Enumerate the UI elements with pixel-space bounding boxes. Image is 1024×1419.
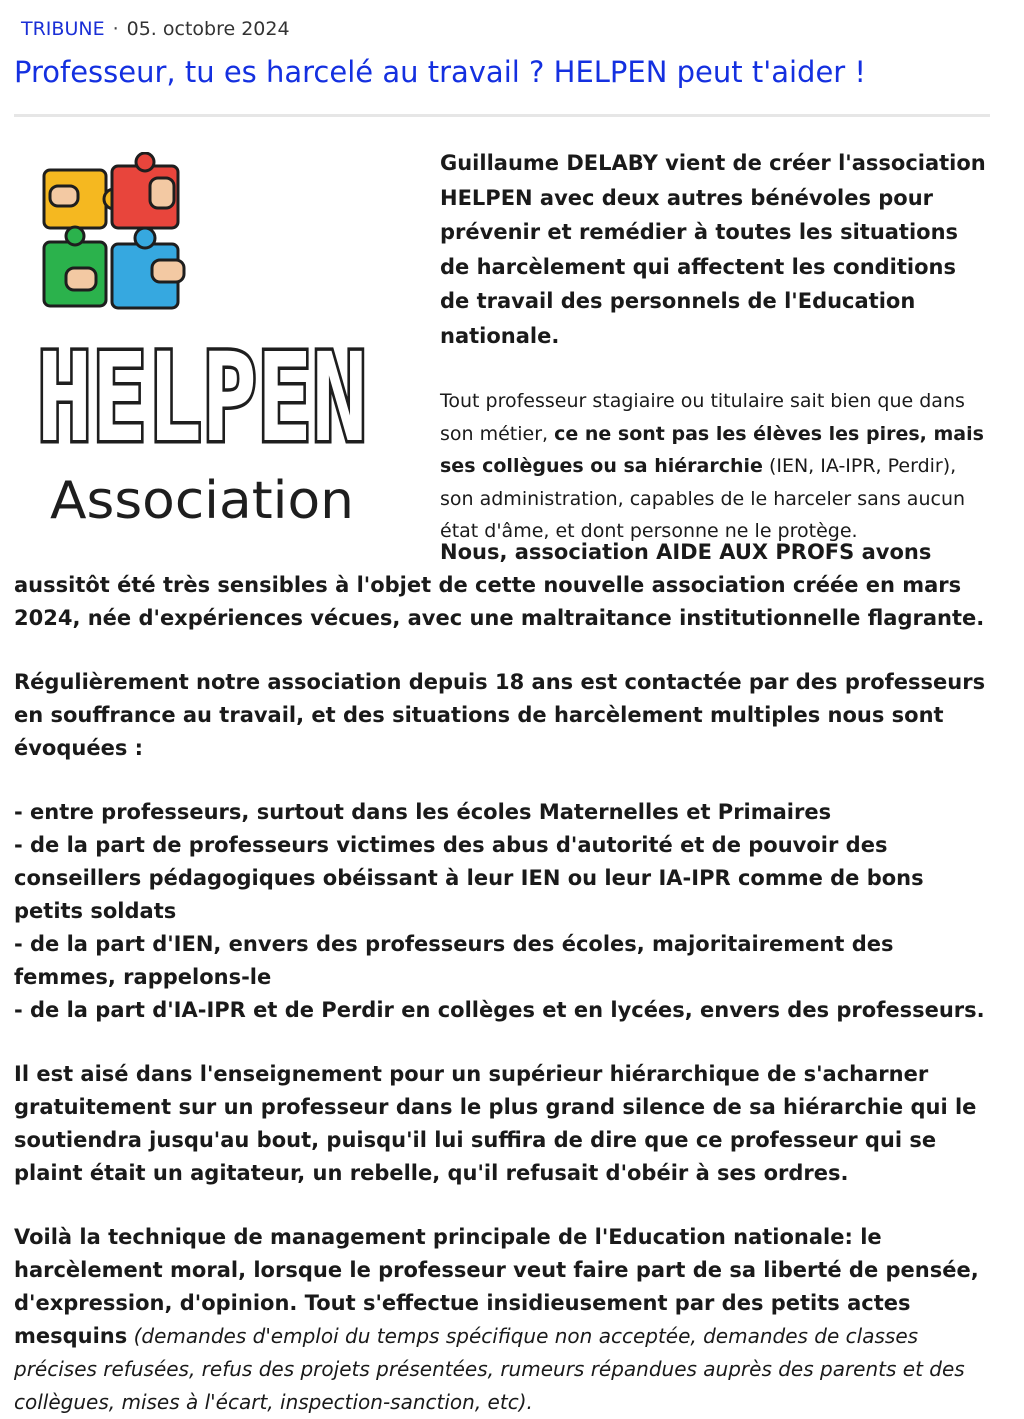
list-item: - de la part d'IA-IPR et de Perdir en collèges et en lycées, envers des professeurs. bbox=[14, 998, 985, 1022]
logo-subtitle: Association bbox=[50, 471, 354, 531]
intro-text-part2: (IEN, IA-IPR, Perdir), son administration, capables de le harceler sans aucun état d'âme, et dont personne ne le protège. bbox=[440, 455, 966, 542]
publish-date: 05. octobre 2024 bbox=[126, 18, 290, 40]
intro-column bbox=[440, 146, 992, 548]
intro-text-part1: Tout professeur stagiaire ou titulaire sait bien que dans son métier, bbox=[440, 390, 965, 445]
intro-paragraph bbox=[440, 385, 992, 548]
body-paragraph-4 bbox=[14, 1221, 994, 1419]
puzzle-hands-icon bbox=[44, 153, 184, 308]
lead-paragraph: Guillaume DELABY vient de créer l'association HELPEN avec deux autres bénévoles pour prévenir et remédier à toutes les situations de harcèlement qui affectent les conditions de travail des personnels de l'Education nationale. bbox=[440, 151, 986, 348]
list-item: - de la part d'IEN, envers des professeurs des écoles, majoritairement des femmes, rappelons-le bbox=[14, 932, 894, 989]
meta-separator: · bbox=[112, 18, 119, 40]
article-title[interactable]: Professeur, tu es harcelé au travail ? HELPEN peut t'aider ! bbox=[14, 55, 867, 89]
list-item: - de la part de professeurs victimes des abus d'autorité et de pouvoir des conseillers pédagogiques obéissant à leur IEN ou leur IA-IPR comme de bons petits soldats bbox=[14, 833, 924, 923]
article-body bbox=[14, 536, 994, 1419]
list-item: - entre professeurs, surtout dans les écoles Maternelles et Primaires bbox=[14, 800, 832, 824]
body-paragraph-1: Nous, association AIDE AUX PROFS avons aussitôt été très sensibles à l'objet de cette nouvelle association créée en mars 2024, née d'expériences vécues, avec une maltraitance institutionnelle flagrante. bbox=[14, 540, 985, 630]
helpen-logo bbox=[32, 152, 382, 537]
body-paragraph-4-italic: (demandes d'emploi du temps spécifique non acceptée, demandes de classes précises refusées, refus des projets présentées, rumeurs répandues auprès des parents et des collègues, mises à l'écart, inspection-sanction, etc). bbox=[14, 1324, 965, 1414]
article-meta bbox=[21, 16, 290, 42]
intro-emphasis: ce ne sont pas les élèves les pires, mais ses collègues ou sa hiérarchie bbox=[440, 422, 984, 477]
body-paragraph-4-bold: Voilà la technique de management principale de l'Education nationale: le harcèlement moral, lorsque le professeur veut faire part de sa liberté de pensée, d'expression, d'opinion. Tout s'effectue insidieusement par des petits actes mesquins bbox=[14, 1225, 979, 1348]
body-paragraph-3: Il est aisé dans l'enseignement pour un supérieur hiérarchique de s'acharner gratuitement sur un professeur dans le plus grand silence de sa hiérarchie qui le soutiendra jusqu'au bout, puisqu'il lui suffira de dire que ce professeur qui se plaint était un agitateur, un rebelle, qu'il refusait d'obéir à ses ordres. bbox=[14, 1062, 977, 1185]
body-paragraph-2: Régulièrement notre association depuis 18 ans est contactée par des professeurs en souffrance au travail, et des situations de harcèlement multiples nous sont évoquées : bbox=[14, 670, 986, 760]
title-divider bbox=[14, 114, 990, 117]
category-label[interactable]: TRIBUNE bbox=[21, 18, 105, 40]
logo-wordmark: HELPEN bbox=[37, 327, 367, 469]
